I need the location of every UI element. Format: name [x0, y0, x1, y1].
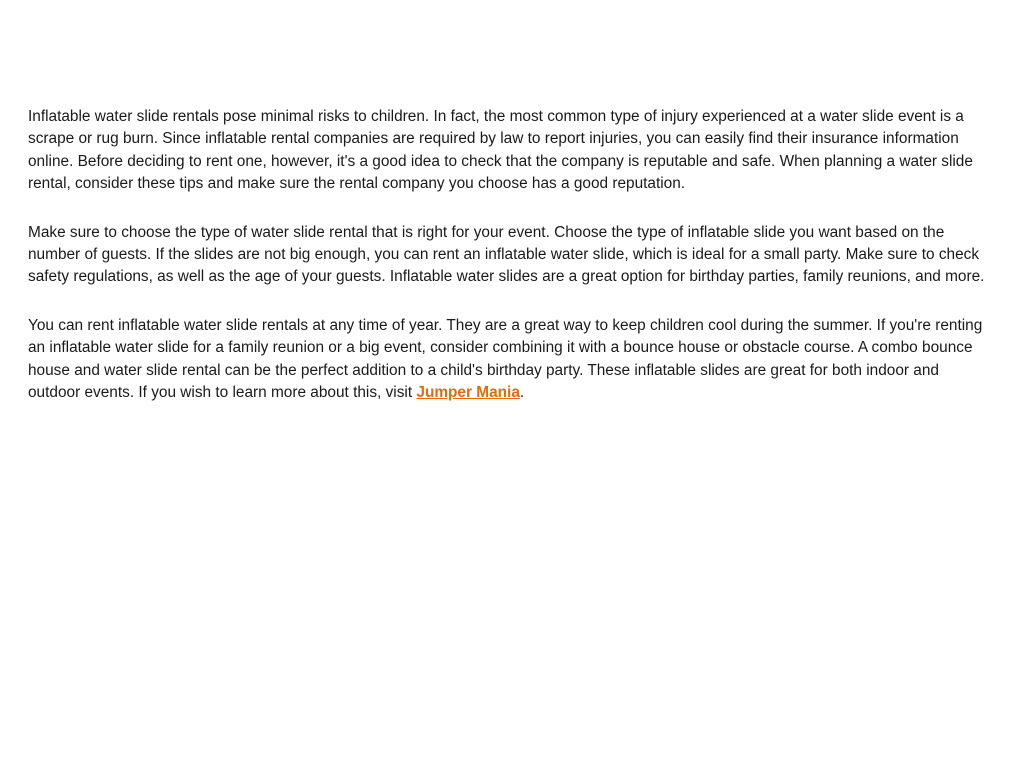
paragraph-3 — [28, 315, 990, 405]
paragraph-3-text: You can rent inflatable water slide rentals at any time of year. They are a great way to keep children cool during the summer. If you're renting an inflatable water slide for a family reunion or a big event, consider combining it with a bounce house or obstacle course. A combo bounce house and water slide rental can be the perfect addition to a child's birthday party. These inflatable slides are great for both indoor and outdoor events. If you wish to learn more about this, visit — [28, 316, 983, 402]
paragraph-1: Inflatable water slide rentals pose minimal risks to children. In fact, the most common type of injury experienced at a water slide event is a scrape or rug burn. Since inflatable rental companies are required by law to report injuries, you can easily find their insurance information online. Before deciding to rent one, however, it's a good idea to check that the company is reputable and safe. When planning a water slide rental, consider these tips and make sure the rental company you choose has a good reputation. — [28, 108, 973, 193]
article-body — [28, 106, 990, 430]
jumper-mania-link[interactable]: Jumper Mania — [416, 384, 520, 402]
paragraph-2: Make sure to choose the type of water slide rental that is right for your event. Choose the type of inflatable slide you want based on the number of guests. If the slides are not big enough, you can rent an inflatable water slide, which is ideal for a small party. Make sure to check safety regulations, as well as the age of your guests. Inflatable water slides are a great option for birthday parties, family reunions, and more. — [28, 223, 985, 286]
paragraph-3-end: . — [519, 384, 525, 402]
